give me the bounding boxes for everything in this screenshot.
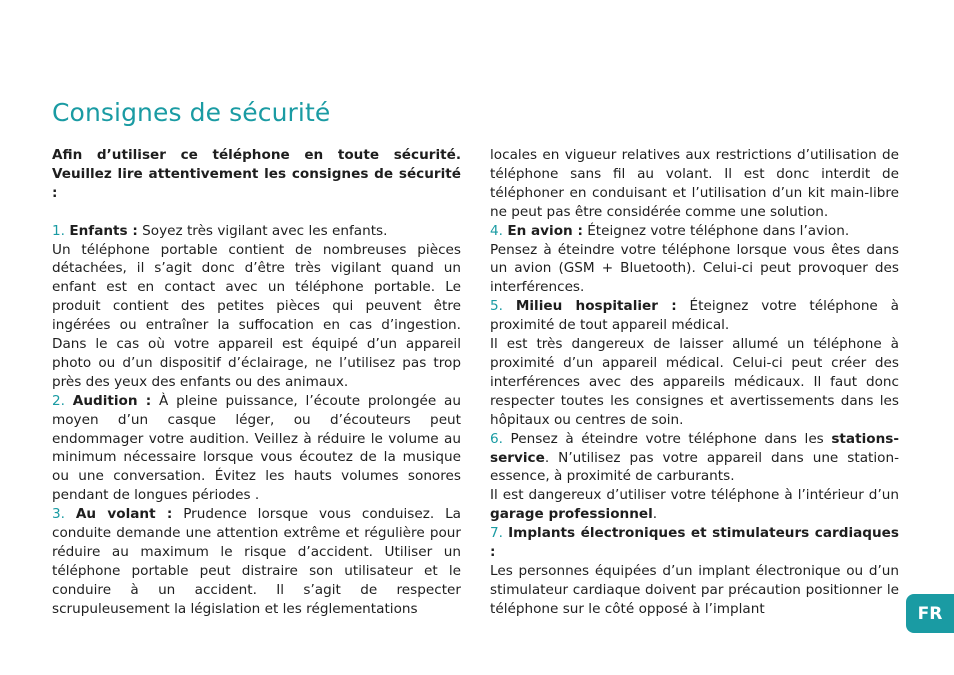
item-bold-term: stations-service [490,430,899,466]
item-body: Les personnes équipées d’un implant électronique ou d’un stimulateur cardiaque doivent par précaution positionner le téléphone sur le côté opposé à l’implant [490,562,899,617]
item-body: Un téléphone portable contient de nombreuses pièces détachées, il s’agit donc d’être très vigilant quand un enfant est en contact avec un téléphone portable. Le produit contient des petites pièces qui peuvent être ingérées ou entraîner la suffocation en cas d’ingestion. Dans le cas où votre appareil est équipé d’un appareil photo ou d’un dispositif d’éclairage, ne l’utilisez pas trop près des yeux des enfants ou des animaux. [52,241,461,390]
item-label: Milieu hospitalier : [515,298,677,315]
page-title: Consignes de sécurité [52,98,331,127]
item-text: . [652,506,658,523]
item-text: Prudence lorsque vous conduisez. La conduite demande une attention extrême et régulière pour réduire au maximum le risque d’accident. Utiliser un téléphone portable peut distraire son utilisateur et le conduire à un accident. Il s’agit de respecter scrupuleusement la législation et les réglementations [52,506,461,617]
item-text: Éteignez votre téléphone dans l’avion. [582,222,850,239]
item-number: 5. [490,298,503,315]
item-text: . N’utilisez pas votre appareil dans une station-essence, à proximité de carburants. [490,449,899,485]
item-body [490,486,899,524]
intro-text: Afin d’utiliser ce téléphone en toute sécurité. Veuillez lire attentivement les consignes de sécurité : [52,147,461,201]
item-hospital [490,297,899,335]
left-column [52,146,461,619]
item-number: 2. [52,392,65,409]
item-text: Il est dangereux d’utiliser votre téléphone à l’intérieur d’un [490,487,899,504]
item-body: Il est très dangereux de laisser allumé un téléphone à proximité d’un appareil médical. Celui-ci peut créer des interférences avec des appareils médicaux. Il faut donc respecter toutes les consignes et avertissements dans les hôpitaux ou centres de soin. [490,336,899,428]
item-label: Au volant : [75,506,173,523]
item-text: Éteignez votre téléphone à proximité de tout appareil médical. [490,298,899,334]
item-children [52,222,461,241]
item-body: Pensez à éteindre votre téléphone lorsque vous êtes dans un avion (GSM + Bluetooth). Celui-ci peut provoquer des interférences. [490,241,899,296]
item-text: À pleine puissance, l’écoute prolongée au moyen d’un casque léger, ou d’écouteurs peut endommager votre audition. Veillez à réduire le volume au minimum nécessaire lorsque vous écoutez de la musique ou une conversation. Évitez les hauts volumes sonores pendant de longues périodes . [52,392,461,504]
right-column [490,146,899,619]
item-number: 3. [52,506,65,523]
item-number: 7. [490,525,503,542]
item-driving [52,505,461,618]
item-label: Enfants : [69,222,138,239]
continuation-text: locales en vigueur relatives aux restrictions d’utilisation de téléphone sans fil au volant. Il est donc interdit de téléphoner en conduisant et l’utilisation d’un kit main-libre ne peut pas être considérée comme une solution. [490,147,899,220]
item-hearing [52,392,461,505]
item-implants [490,524,899,562]
item-number: 6. [490,430,503,447]
item-text: Soyez très vigilant avec les enfants. [137,222,388,239]
language-tab: FR [906,594,954,633]
item-bold-term: garage professionnel [490,506,653,523]
item-label: Implants électroniques et stimulateurs cardiaques : [490,525,899,561]
item-text: Pensez à éteindre votre téléphone dans les [502,430,832,447]
item-label: En avion : [507,222,583,239]
item-airplane [490,222,899,241]
item-number: 4. [490,222,503,239]
item-gas-station [490,430,899,487]
item-number: 1. [52,222,65,239]
item-label: Audition : [72,392,152,409]
